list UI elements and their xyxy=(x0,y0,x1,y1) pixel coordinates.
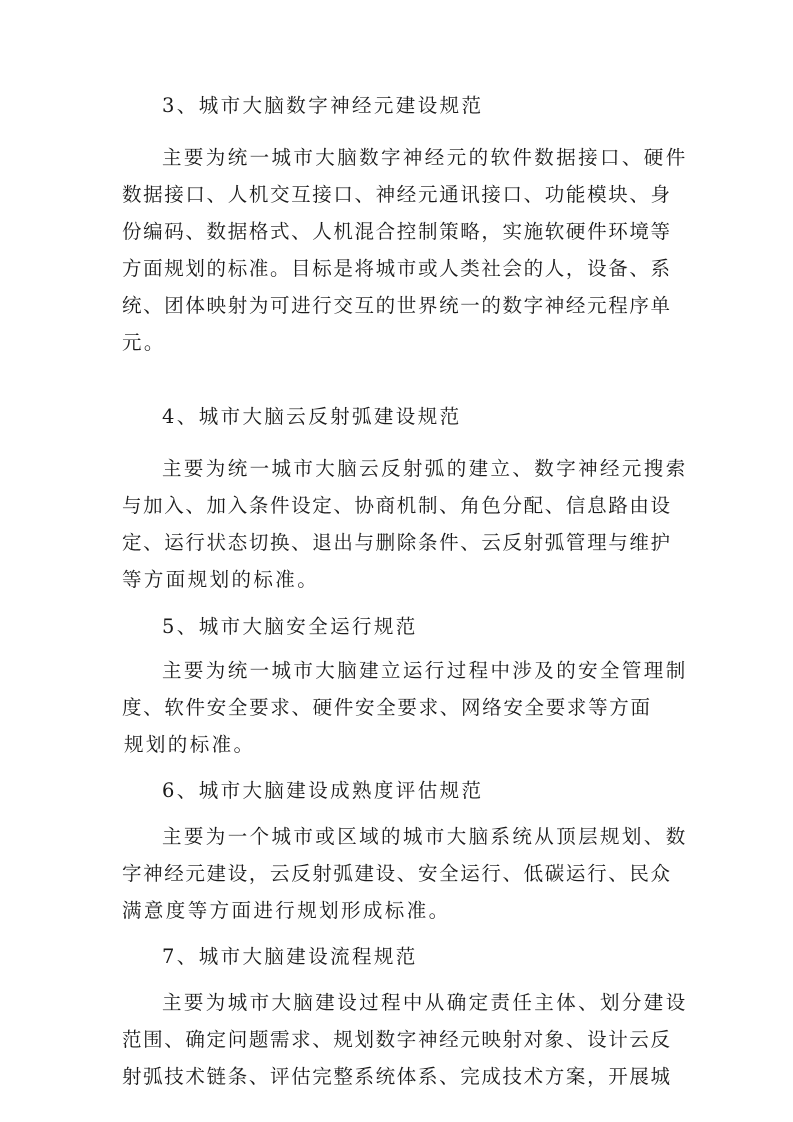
section-3-heading: 3、城市大脑数字神经元建设规范 xyxy=(162,94,484,117)
section-4-paragraph-line-3: 定、运行状态切换、退出与删除条件、云反射弧管理与维护 xyxy=(122,531,670,554)
section-5-paragraph-line-1: 主要为统一城市大脑建立运行过程中涉及的安全管理制 xyxy=(162,659,688,682)
section-7-paragraph-line-3: 射弧技术链条、评估完整系统体系、完成技术方案，开展城 xyxy=(122,1065,670,1088)
section-6-paragraph-line-2: 字神经元建设，云反射弧建设、安全运行、低碳运行、民众 xyxy=(122,862,670,885)
section-6-paragraph-line-3: 满意度等方面进行规划形成标准。 xyxy=(122,899,451,922)
section-3-paragraph-line-4: 方面规划的标准。目标是将城市或人类社会的人，设备、系 xyxy=(122,257,670,280)
section-4-heading: 4、城市大脑云反射弧建设规范 xyxy=(162,405,462,428)
section-7-heading: 7、城市大脑建设流程规范 xyxy=(162,945,418,968)
section-3-paragraph-line-2: 数据接口、人机交互接口、神经元通讯接口、功能模块、身 xyxy=(122,183,670,206)
section-3-paragraph-line-1: 主要为统一城市大脑数字神经元的软件数据接口、硬件 xyxy=(162,146,688,169)
section-4-paragraph-line-1: 主要为统一城市大脑云反射弧的建立、数字神经元搜索 xyxy=(162,457,688,480)
section-3-paragraph-line-3: 份编码、数据格式、人机混合控制策略，实施软硬件环境等 xyxy=(122,220,670,243)
section-4-paragraph-line-2: 与加入、加入条件设定、协商机制、角色分配、信息路由设 xyxy=(122,494,670,517)
section-5-paragraph-line-2: 度、软件安全要求、硬件安全要求、网络安全要求等方面 xyxy=(122,696,650,719)
section-7-paragraph-line-2: 范围、确定问题需求、规划数字神经元映射对象、设计云反 xyxy=(122,1028,670,1051)
section-6-paragraph-line-1: 主要为一个城市或区域的城市大脑系统从顶层规划、数 xyxy=(162,825,688,848)
section-5-paragraph-line-3: 规划的标准。 xyxy=(124,733,256,756)
section-3-paragraph-line-6: 元。 xyxy=(122,331,166,354)
section-6-heading: 6、城市大脑建设成熟度评估规范 xyxy=(162,779,484,802)
section-3-paragraph-line-5: 统、团体映射为可进行交互的世界统一的数字神经元程序单 xyxy=(122,294,670,317)
section-7-paragraph-line-1: 主要为城市大脑建设过程中从确定责任主体、划分建设 xyxy=(162,991,688,1014)
section-5-heading: 5、城市大脑安全运行规范 xyxy=(162,615,418,638)
section-4-paragraph-line-4: 等方面规划的标准。 xyxy=(122,568,320,591)
